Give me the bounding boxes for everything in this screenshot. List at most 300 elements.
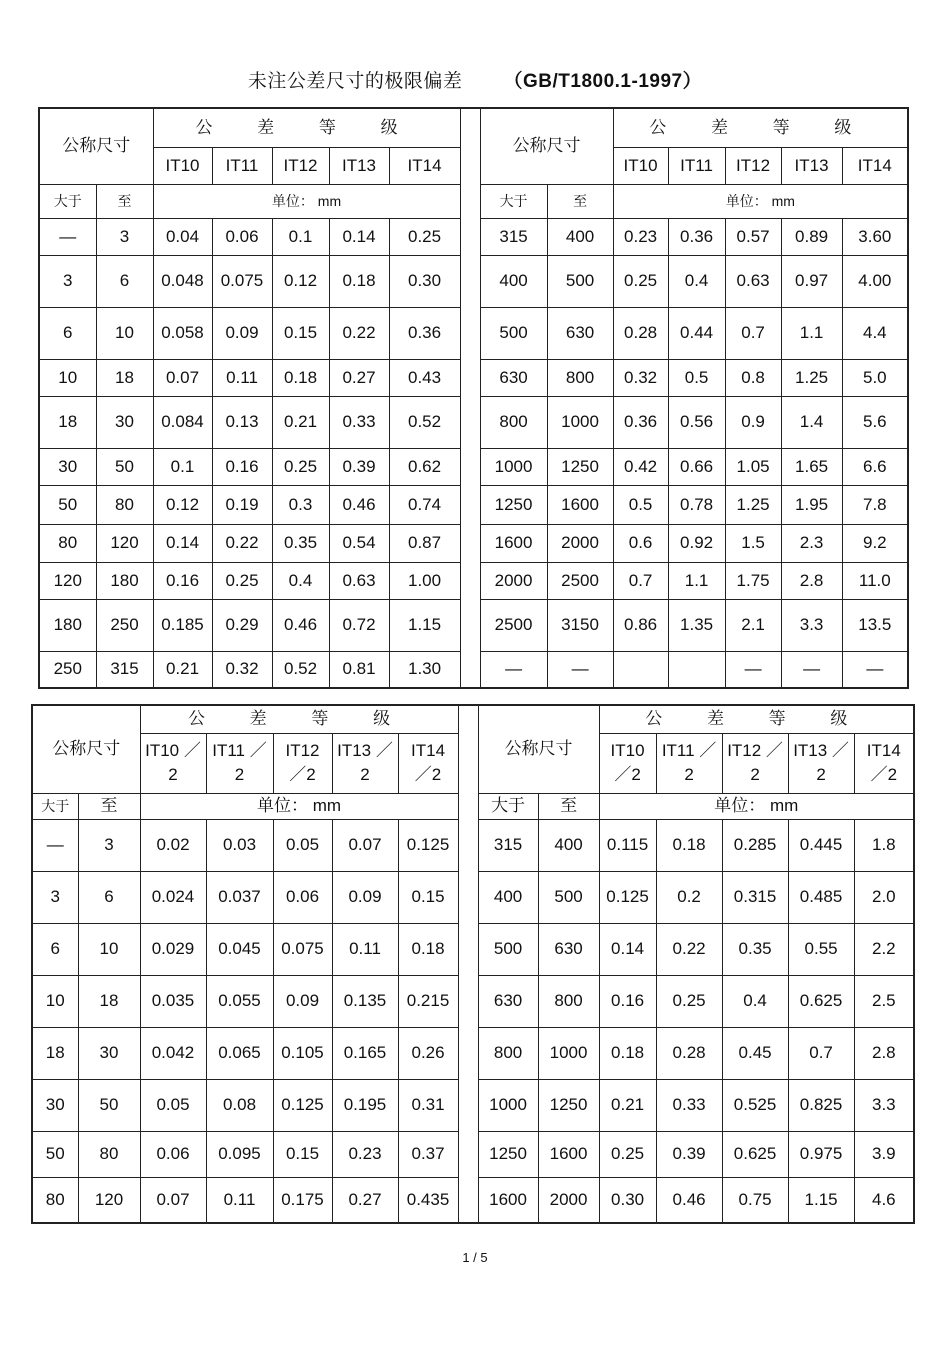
tolerance-value-cell: 0.46 bbox=[656, 1177, 722, 1223]
size-to-cell: 10 bbox=[78, 923, 140, 975]
tolerance-value-cell: 0.4 bbox=[272, 562, 329, 599]
header-unit: 单位： mm bbox=[140, 793, 458, 819]
tolerance-value-cell: 0.125 bbox=[599, 871, 656, 923]
tolerance-value-cell: 0.14 bbox=[153, 524, 212, 562]
tolerance-value-cell: 0.55 bbox=[788, 923, 854, 975]
tolerance-value-cell: 0.07 bbox=[140, 1177, 206, 1223]
size-over-cell: 1000 bbox=[478, 1079, 538, 1131]
title-main: 未注公差尺寸的极限偏差 bbox=[247, 70, 463, 92]
tolerance-value-cell: 1.25 bbox=[725, 485, 781, 524]
table-row bbox=[39, 307, 908, 359]
size-to-cell: 80 bbox=[96, 485, 153, 524]
tolerance-value-cell: 0.1 bbox=[272, 218, 329, 255]
size-over-cell: 80 bbox=[39, 524, 96, 562]
tolerance-value-cell: 0.21 bbox=[153, 651, 212, 688]
tolerance-value-cell: 0.8 bbox=[725, 359, 781, 396]
tolerance-value-cell: 0.435 bbox=[398, 1177, 458, 1223]
size-to-cell: 630 bbox=[538, 923, 599, 975]
tolerance-value-cell: 0.14 bbox=[329, 218, 389, 255]
tolerance-value-cell: 0.21 bbox=[272, 396, 329, 448]
header-grade-it11: IT11 bbox=[668, 147, 725, 184]
header-nominal-size: 公称尺寸 bbox=[478, 705, 599, 793]
table-row bbox=[32, 819, 914, 871]
size-over-cell: 630 bbox=[478, 975, 538, 1027]
tolerance-value-cell: 0.22 bbox=[212, 524, 272, 562]
size-to-cell: 180 bbox=[96, 562, 153, 599]
size-over-cell: 500 bbox=[478, 923, 538, 975]
size-over-cell: 2500 bbox=[480, 599, 547, 651]
tolerance-value-cell: 0.18 bbox=[656, 819, 722, 871]
header-to: 至 bbox=[78, 793, 140, 819]
size-to-cell: 18 bbox=[78, 975, 140, 1027]
table-divider bbox=[460, 359, 480, 396]
tolerance-value-cell: 0.25 bbox=[389, 218, 460, 255]
header-grade-it13: IT13 ／2 bbox=[788, 733, 854, 793]
tolerance-value-cell: 2.5 bbox=[854, 975, 914, 1027]
size-over-cell: 400 bbox=[480, 255, 547, 307]
tolerance-value-cell: 0.89 bbox=[781, 218, 842, 255]
size-over-cell: — bbox=[39, 218, 96, 255]
header-over: 大于 bbox=[39, 184, 96, 218]
tolerance-value-cell: 4.00 bbox=[842, 255, 908, 307]
tolerance-value-cell: 0.14 bbox=[599, 923, 656, 975]
header-grade-it13: IT13 ／2 bbox=[332, 733, 398, 793]
tolerance-value-cell: 2.3 bbox=[781, 524, 842, 562]
header-grade-it10: IT10 ／2 bbox=[599, 733, 656, 793]
tolerance-table-half bbox=[31, 704, 915, 1224]
size-over-cell: 800 bbox=[480, 396, 547, 448]
size-to-cell: 120 bbox=[78, 1177, 140, 1223]
tolerance-value-cell: 0.22 bbox=[329, 307, 389, 359]
size-over-cell: 10 bbox=[39, 359, 96, 396]
tolerance-value-cell: 13.5 bbox=[842, 599, 908, 651]
tolerance-value-cell: 1.00 bbox=[389, 562, 460, 599]
header-grade-it12: IT12 bbox=[272, 147, 329, 184]
size-to-cell: 1000 bbox=[547, 396, 613, 448]
tolerance-value-cell: 0.81 bbox=[329, 651, 389, 688]
size-over-cell: 315 bbox=[478, 819, 538, 871]
tolerance-value-cell: 5.0 bbox=[842, 359, 908, 396]
size-to-cell: 3150 bbox=[547, 599, 613, 651]
header-grade-it10: IT10 bbox=[613, 147, 668, 184]
tolerance-value-cell: 2.8 bbox=[854, 1027, 914, 1079]
tolerance-value-cell: 2.0 bbox=[854, 871, 914, 923]
tolerance-value-cell: 0.32 bbox=[212, 651, 272, 688]
tolerance-value-cell: 3.3 bbox=[781, 599, 842, 651]
tolerance-value-cell: 0.048 bbox=[153, 255, 212, 307]
tolerance-value-cell: — bbox=[842, 651, 908, 688]
tolerance-value-cell: 0.36 bbox=[613, 396, 668, 448]
header-grade-it13: IT13 bbox=[781, 147, 842, 184]
table-divider bbox=[458, 1177, 478, 1223]
tolerance-value-cell: 1.05 bbox=[725, 448, 781, 485]
table-divider bbox=[458, 871, 478, 923]
tolerance-value-cell: 1.1 bbox=[781, 307, 842, 359]
tolerance-value-cell: 0.16 bbox=[212, 448, 272, 485]
tolerance-value-cell: 0.285 bbox=[722, 819, 788, 871]
tolerance-value-cell: 0.525 bbox=[722, 1079, 788, 1131]
size-to-cell: 6 bbox=[78, 871, 140, 923]
header-grade-it14: IT14 ／2 bbox=[854, 733, 914, 793]
tolerance-value-cell: 0.058 bbox=[153, 307, 212, 359]
tolerance-value-cell: 3.9 bbox=[854, 1131, 914, 1177]
table-row bbox=[39, 485, 908, 524]
size-to-cell: 18 bbox=[96, 359, 153, 396]
size-to-cell: 30 bbox=[78, 1027, 140, 1079]
tolerance-value-cell: 0.18 bbox=[272, 359, 329, 396]
tolerance-value-cell: 1.95 bbox=[781, 485, 842, 524]
tolerance-value-cell: 0.12 bbox=[153, 485, 212, 524]
size-to-cell: 120 bbox=[96, 524, 153, 562]
header-over: 大于 bbox=[32, 793, 78, 819]
tolerance-value-cell: 0.05 bbox=[273, 819, 332, 871]
size-to-cell: 800 bbox=[547, 359, 613, 396]
tolerance-value-cell: 0.02 bbox=[140, 819, 206, 871]
tolerance-value-cell: 0.5 bbox=[668, 359, 725, 396]
table-divider bbox=[460, 562, 480, 599]
tolerance-value-cell: 1.5 bbox=[725, 524, 781, 562]
size-to-cell: 800 bbox=[538, 975, 599, 1027]
table-row bbox=[39, 562, 908, 599]
tolerance-value-cell: 0.09 bbox=[212, 307, 272, 359]
tolerance-value-cell: 0.115 bbox=[599, 819, 656, 871]
tolerance-value-cell: 0.25 bbox=[599, 1131, 656, 1177]
tolerance-value-cell: 0.72 bbox=[329, 599, 389, 651]
tolerance-value-cell: 0.25 bbox=[212, 562, 272, 599]
size-over-cell: 2000 bbox=[480, 562, 547, 599]
size-over-cell: 120 bbox=[39, 562, 96, 599]
tolerance-value-cell: 0.485 bbox=[788, 871, 854, 923]
table-divider bbox=[460, 448, 480, 485]
table-row bbox=[39, 599, 908, 651]
size-to-cell: 1600 bbox=[547, 485, 613, 524]
tolerance-value-cell: 1.15 bbox=[788, 1177, 854, 1223]
header-grade-it13: IT13 bbox=[329, 147, 389, 184]
size-to-cell: 1000 bbox=[538, 1027, 599, 1079]
tolerance-value-cell: 0.27 bbox=[329, 359, 389, 396]
size-over-cell: 1000 bbox=[480, 448, 547, 485]
size-over-cell: 400 bbox=[478, 871, 538, 923]
table-divider bbox=[460, 396, 480, 448]
tolerance-value-cell: 0.06 bbox=[140, 1131, 206, 1177]
tolerance-value-cell: 0.37 bbox=[398, 1131, 458, 1177]
size-over-cell: 315 bbox=[480, 218, 547, 255]
size-to-cell: 2500 bbox=[547, 562, 613, 599]
tolerance-value-cell: 2.2 bbox=[854, 923, 914, 975]
size-to-cell: 50 bbox=[96, 448, 153, 485]
table-row bbox=[32, 1027, 914, 1079]
tolerance-value-cell: 0.5 bbox=[613, 485, 668, 524]
tolerance-value-cell: 0.11 bbox=[206, 1177, 273, 1223]
size-to-cell: 30 bbox=[96, 396, 153, 448]
table-row bbox=[32, 1131, 914, 1177]
page-title bbox=[0, 66, 950, 93]
tolerance-value-cell: 0.74 bbox=[389, 485, 460, 524]
tolerance-value-cell: 0.46 bbox=[329, 485, 389, 524]
tolerance-value-cell: 0.215 bbox=[398, 975, 458, 1027]
tolerance-value-cell: 0.56 bbox=[668, 396, 725, 448]
tolerance-value-cell: 0.09 bbox=[332, 871, 398, 923]
tolerance-value-cell: 0.315 bbox=[722, 871, 788, 923]
tolerance-value-cell: 0.06 bbox=[212, 218, 272, 255]
tolerance-value-cell: 0.029 bbox=[140, 923, 206, 975]
tolerance-value-cell: 0.78 bbox=[668, 485, 725, 524]
tolerance-value-cell: 11.0 bbox=[842, 562, 908, 599]
table-row bbox=[39, 255, 908, 307]
tolerance-value-cell: 0.19 bbox=[212, 485, 272, 524]
size-over-cell: 180 bbox=[39, 599, 96, 651]
title-standard: （GB/T1800.1-1997） bbox=[503, 71, 703, 92]
tolerance-value-cell: 0.4 bbox=[722, 975, 788, 1027]
tolerance-value-cell: 0.07 bbox=[153, 359, 212, 396]
tolerance-value-cell: 0.75 bbox=[722, 1177, 788, 1223]
tolerance-value-cell: 0.065 bbox=[206, 1027, 273, 1079]
tolerance-value-cell: 0.125 bbox=[398, 819, 458, 871]
tolerance-value-cell: 2.8 bbox=[781, 562, 842, 599]
size-to-cell: 1250 bbox=[547, 448, 613, 485]
tolerance-value-cell: 0.07 bbox=[332, 819, 398, 871]
header-over: 大于 bbox=[480, 184, 547, 218]
tolerance-value-cell: 0.12 bbox=[272, 255, 329, 307]
tolerance-value-cell: 0.23 bbox=[332, 1131, 398, 1177]
table-divider bbox=[460, 651, 480, 688]
table-row bbox=[32, 923, 914, 975]
size-to-cell: 500 bbox=[547, 255, 613, 307]
size-to-cell: 250 bbox=[96, 599, 153, 651]
header-grade-it11: IT11 ／2 bbox=[206, 733, 273, 793]
tolerance-value-cell: 0.36 bbox=[389, 307, 460, 359]
header-to: 至 bbox=[538, 793, 599, 819]
size-over-cell: 50 bbox=[32, 1131, 78, 1177]
tolerance-value-cell: 0.35 bbox=[272, 524, 329, 562]
tolerance-value-cell: 1.4 bbox=[781, 396, 842, 448]
tolerance-value-cell: 0.57 bbox=[725, 218, 781, 255]
header-grade-it14: IT14 bbox=[842, 147, 908, 184]
tolerance-value-cell: 0.30 bbox=[389, 255, 460, 307]
tolerance-value-cell: 0.165 bbox=[332, 1027, 398, 1079]
header-over: 大于 bbox=[478, 793, 538, 819]
table-divider bbox=[460, 255, 480, 307]
table-row bbox=[39, 524, 908, 562]
tolerance-value-cell: 0.42 bbox=[613, 448, 668, 485]
tolerance-value-cell: 0.23 bbox=[613, 218, 668, 255]
size-over-cell: 6 bbox=[39, 307, 96, 359]
tolerance-value-cell: 0.33 bbox=[656, 1079, 722, 1131]
size-to-cell: 630 bbox=[547, 307, 613, 359]
size-to-cell: 500 bbox=[538, 871, 599, 923]
tolerance-value-cell: 0.26 bbox=[398, 1027, 458, 1079]
table-divider bbox=[460, 218, 480, 255]
size-over-cell: 18 bbox=[39, 396, 96, 448]
tolerance-value-cell: 0.445 bbox=[788, 819, 854, 871]
tolerance-value-cell: 0.66 bbox=[668, 448, 725, 485]
size-over-cell: — bbox=[480, 651, 547, 688]
tolerance-value-cell: 0.15 bbox=[398, 871, 458, 923]
header-grade-it12: IT12 ／2 bbox=[722, 733, 788, 793]
size-over-cell: 3 bbox=[39, 255, 96, 307]
size-over-cell: 10 bbox=[32, 975, 78, 1027]
size-to-cell: 1600 bbox=[538, 1131, 599, 1177]
size-over-cell: 30 bbox=[32, 1079, 78, 1131]
tolerance-value-cell: 0.095 bbox=[206, 1131, 273, 1177]
size-over-cell: 500 bbox=[480, 307, 547, 359]
tolerance-value-cell: — bbox=[725, 651, 781, 688]
tolerance-value-cell: 1.65 bbox=[781, 448, 842, 485]
size-to-cell: 10 bbox=[96, 307, 153, 359]
tolerance-value-cell: 5.6 bbox=[842, 396, 908, 448]
tolerance-value-cell: 0.39 bbox=[329, 448, 389, 485]
table-divider bbox=[458, 975, 478, 1027]
tolerance-value-cell: 0.27 bbox=[332, 1177, 398, 1223]
tolerance-value-cell: 0.33 bbox=[329, 396, 389, 448]
tolerance-value-cell: 0.042 bbox=[140, 1027, 206, 1079]
tolerance-value-cell: 2.1 bbox=[725, 599, 781, 651]
tolerance-value-cell: 0.29 bbox=[212, 599, 272, 651]
size-over-cell: 250 bbox=[39, 651, 96, 688]
header-to: 至 bbox=[96, 184, 153, 218]
tolerance-value-cell: 0.44 bbox=[668, 307, 725, 359]
tolerance-value-cell: 0.87 bbox=[389, 524, 460, 562]
size-to-cell: 315 bbox=[96, 651, 153, 688]
tolerance-value-cell: 0.135 bbox=[332, 975, 398, 1027]
tolerance-value-cell: 0.52 bbox=[272, 651, 329, 688]
tolerance-value-cell: 0.39 bbox=[656, 1131, 722, 1177]
table-divider bbox=[460, 599, 480, 651]
tolerance-value-cell: 0.11 bbox=[332, 923, 398, 975]
tolerance-value-cell: 0.075 bbox=[273, 923, 332, 975]
tolerance-value-cell: 0.7 bbox=[613, 562, 668, 599]
header-unit: 单位： mm bbox=[153, 184, 460, 218]
tolerance-value-cell: 0.25 bbox=[272, 448, 329, 485]
tolerance-value-cell: 0.18 bbox=[329, 255, 389, 307]
header-tolerance-grade: 公 差 等 级 bbox=[613, 108, 908, 147]
size-over-cell: 6 bbox=[32, 923, 78, 975]
tolerance-value-cell: 0.08 bbox=[206, 1079, 273, 1131]
size-over-cell: — bbox=[32, 819, 78, 871]
tolerance-value-cell: 0.037 bbox=[206, 871, 273, 923]
header-tolerance-grade: 公 差 等 级 bbox=[140, 705, 458, 733]
tolerance-value-cell: 0.28 bbox=[613, 307, 668, 359]
tolerance-value-cell: 0.3 bbox=[272, 485, 329, 524]
tolerance-value-cell: 0.084 bbox=[153, 396, 212, 448]
tolerance-value-cell: 0.09 bbox=[273, 975, 332, 1027]
tolerance-value-cell: 0.18 bbox=[398, 923, 458, 975]
size-over-cell: 50 bbox=[39, 485, 96, 524]
table-divider bbox=[460, 485, 480, 524]
tolerance-value-cell: 0.25 bbox=[656, 975, 722, 1027]
table-row bbox=[39, 651, 908, 688]
tolerance-value-cell: 0.54 bbox=[329, 524, 389, 562]
table-row bbox=[32, 1177, 914, 1223]
table-row bbox=[39, 359, 908, 396]
tolerance-value-cell: 0.7 bbox=[725, 307, 781, 359]
size-to-cell: 6 bbox=[96, 255, 153, 307]
size-to-cell: 80 bbox=[78, 1131, 140, 1177]
header-tolerance-grade: 公 差 等 级 bbox=[153, 108, 460, 147]
size-to-cell: 400 bbox=[538, 819, 599, 871]
tolerance-value-cell: 0.28 bbox=[656, 1027, 722, 1079]
tolerance-value-cell: 1.1 bbox=[668, 562, 725, 599]
header-grade-it11: IT11 ／2 bbox=[656, 733, 722, 793]
header-to: 至 bbox=[547, 184, 613, 218]
header-grade-it14: IT14 ／2 bbox=[398, 733, 458, 793]
table-row bbox=[32, 871, 914, 923]
tolerance-value-cell: 0.16 bbox=[599, 975, 656, 1027]
tolerance-value-cell: 9.2 bbox=[842, 524, 908, 562]
tolerance-value-cell: 0.4 bbox=[668, 255, 725, 307]
tolerance-value-cell: 0.825 bbox=[788, 1079, 854, 1131]
tolerance-value-cell: 1.30 bbox=[389, 651, 460, 688]
size-to-cell: — bbox=[547, 651, 613, 688]
tolerance-value-cell: 4.4 bbox=[842, 307, 908, 359]
tolerance-value-cell: 0.25 bbox=[613, 255, 668, 307]
tolerance-value-cell: 0.055 bbox=[206, 975, 273, 1027]
tolerance-value-cell: 0.11 bbox=[212, 359, 272, 396]
tolerance-value-cell: 0.03 bbox=[206, 819, 273, 871]
tolerance-value-cell: 0.15 bbox=[273, 1131, 332, 1177]
header-grade-it12: IT12 bbox=[725, 147, 781, 184]
table-divider bbox=[458, 705, 478, 819]
header-grade-it14: IT14 bbox=[389, 147, 460, 184]
tolerance-value-cell: 7.8 bbox=[842, 485, 908, 524]
tolerance-value-cell: 0.9 bbox=[725, 396, 781, 448]
tolerance-table-full bbox=[38, 107, 909, 689]
tolerance-value-cell: 0.195 bbox=[332, 1079, 398, 1131]
table-divider bbox=[460, 524, 480, 562]
tolerance-value-cell: 0.7 bbox=[788, 1027, 854, 1079]
size-over-cell: 1600 bbox=[480, 524, 547, 562]
tolerance-value-cell: 0.024 bbox=[140, 871, 206, 923]
header-nominal-size: 公称尺寸 bbox=[39, 108, 153, 184]
table-row bbox=[39, 218, 908, 255]
size-over-cell: 800 bbox=[478, 1027, 538, 1079]
size-over-cell: 1600 bbox=[478, 1177, 538, 1223]
size-to-cell: 2000 bbox=[547, 524, 613, 562]
header-grade-it10: IT10 ／2 bbox=[140, 733, 206, 793]
tolerance-value-cell: 1.15 bbox=[389, 599, 460, 651]
table-divider bbox=[460, 307, 480, 359]
table-divider bbox=[458, 1027, 478, 1079]
tolerance-value-cell: 1.8 bbox=[854, 819, 914, 871]
tolerance-value-cell: 1.25 bbox=[781, 359, 842, 396]
size-to-cell: 400 bbox=[547, 218, 613, 255]
tolerance-value-cell: 0.45 bbox=[722, 1027, 788, 1079]
tolerance-value-cell: 0.63 bbox=[329, 562, 389, 599]
tolerance-value-cell: 0.18 bbox=[599, 1027, 656, 1079]
size-to-cell: 3 bbox=[96, 218, 153, 255]
size-to-cell: 50 bbox=[78, 1079, 140, 1131]
size-over-cell: 1250 bbox=[478, 1131, 538, 1177]
size-over-cell: 30 bbox=[39, 448, 96, 485]
size-over-cell: 1250 bbox=[480, 485, 547, 524]
tolerance-value-cell: 0.52 bbox=[389, 396, 460, 448]
table-row bbox=[32, 1079, 914, 1131]
size-over-cell: 3 bbox=[32, 871, 78, 923]
tolerance-value-cell: 0.1 bbox=[153, 448, 212, 485]
tolerance-value-cell: 6.6 bbox=[842, 448, 908, 485]
tolerance-value-cell: 0.46 bbox=[272, 599, 329, 651]
tolerance-value-cell: 4.6 bbox=[854, 1177, 914, 1223]
tolerance-value-cell: 0.125 bbox=[273, 1079, 332, 1131]
table-divider bbox=[458, 819, 478, 871]
table-divider bbox=[460, 108, 480, 218]
tolerance-value-cell: 0.185 bbox=[153, 599, 212, 651]
header-grade-it12: IT12 ／2 bbox=[273, 733, 332, 793]
tolerance-value-cell: 0.05 bbox=[140, 1079, 206, 1131]
tolerance-value-cell: 0.035 bbox=[140, 975, 206, 1027]
tolerance-value-cell: 0.105 bbox=[273, 1027, 332, 1079]
table-divider bbox=[458, 923, 478, 975]
